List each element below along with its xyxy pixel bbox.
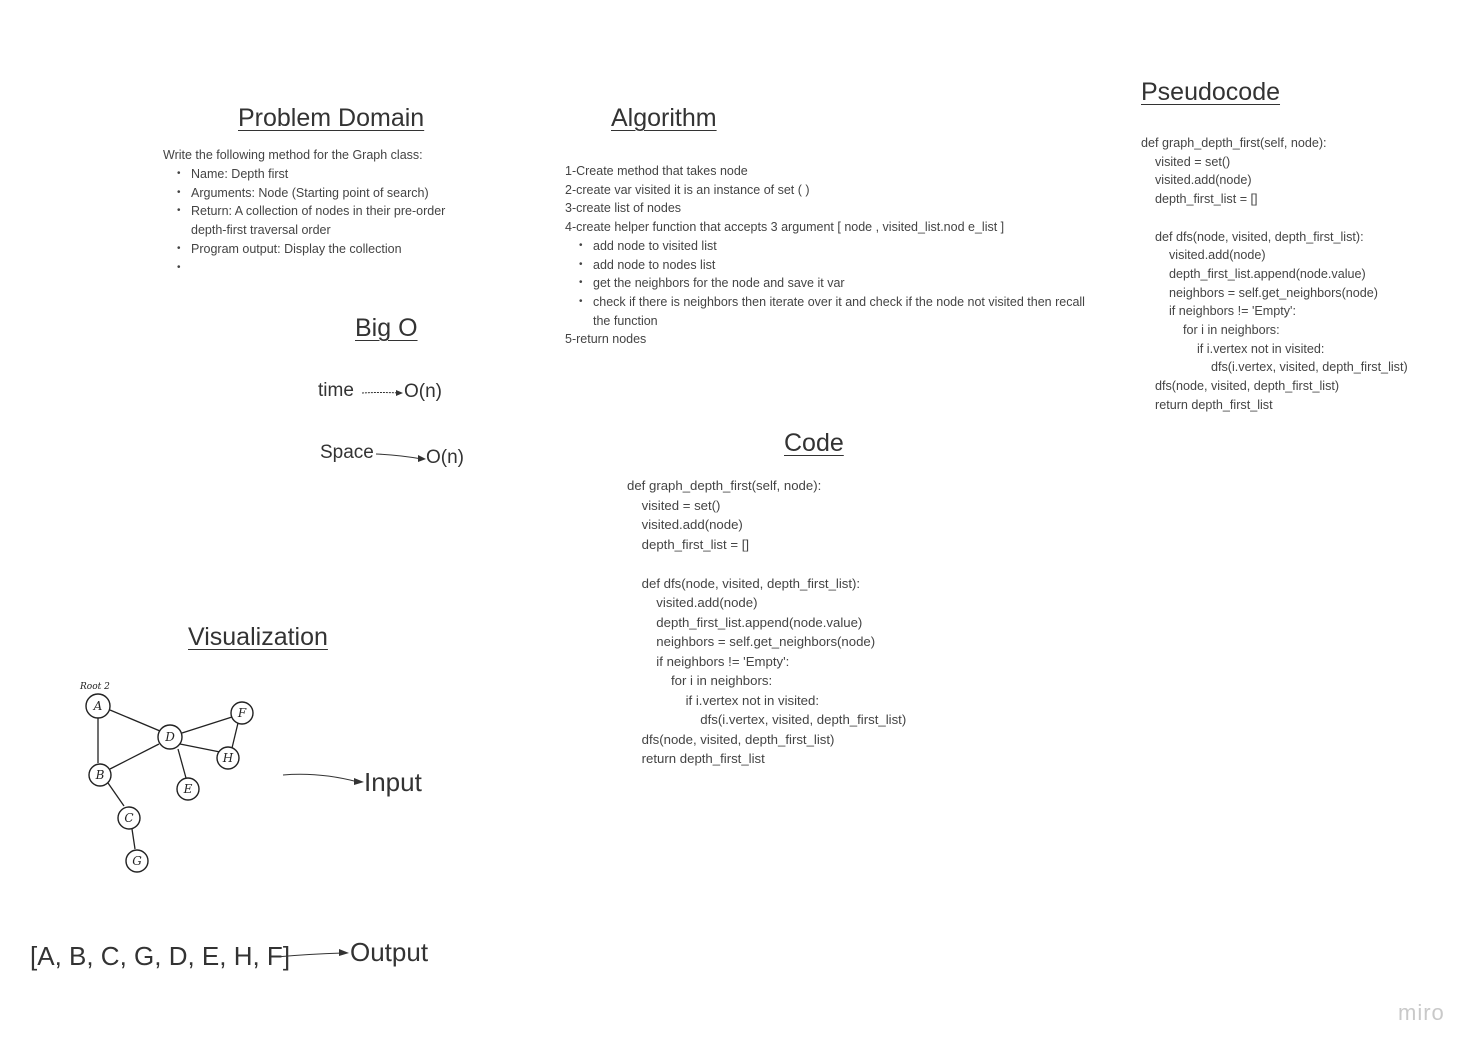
input-label: Input <box>364 767 422 797</box>
problem-domain-intro: Write the following method for the Graph class: <box>163 148 423 162</box>
problem-domain-item <box>163 259 503 278</box>
output-arrow <box>273 944 353 964</box>
node-d-label: D <box>165 730 175 744</box>
algorithm-step: 4-create helper function that accepts 3 argument [ node , visited_list.nod e_list ] <box>565 220 1005 235</box>
edge-f-h <box>232 723 238 748</box>
time-arrow <box>360 386 406 400</box>
input-arrow <box>280 768 368 792</box>
miro-watermark: miro <box>1398 1000 1445 1025</box>
algorithm-bullet: • check if there is neighbors then iterate over it and check if the node not visited then recall the function <box>565 293 1085 330</box>
node-h-label: H <box>222 751 234 765</box>
space-label: Space <box>320 442 374 463</box>
problem-domain-item: • Return: A collection of nodes in their pre-order depth-first traversal order <box>163 202 481 240</box>
edge-d-e <box>178 749 186 778</box>
problem-domain-item: • Arguments: Node (Starting point of search) <box>163 184 503 203</box>
edge-b-d <box>110 744 159 769</box>
visualization-title: Visualization <box>188 623 328 651</box>
problem-domain-item: • Name: Depth first <box>163 165 503 184</box>
node-g-label: G <box>132 854 142 868</box>
problem-domain-title: Problem Domain <box>238 104 425 132</box>
big-o-title: Big O <box>355 314 418 342</box>
space-arrow <box>374 450 430 466</box>
node-c-label: C <box>124 811 134 825</box>
edge-d-h <box>180 744 220 752</box>
node-a-label: A <box>93 699 103 713</box>
edge-b-c <box>108 783 124 806</box>
node-b-label: B <box>95 768 105 782</box>
algorithm-body <box>565 162 1085 349</box>
algorithm-step: 3-create list of nodes <box>565 201 682 216</box>
edge-d-f <box>182 717 232 733</box>
pseudocode-title: Pseudocode <box>1141 78 1281 106</box>
output-list: [A, B, C, G, D, E, H, F] <box>30 941 291 971</box>
problem-domain-body <box>163 146 503 278</box>
pseudocode-block: def graph_depth_first(self, node): visited = set() visited.add(node) depth_first_list = [] def dfs(node, visited, depth_first_list): visited.add(node) depth_first_list.append(node.value) neighbors = self.get_neighbors(node) if neighbors != 'Empty': for i in neighbors: if i.vertex not in visited: dfs(i.vertex, visited, depth_first_list) dfs(node, visited, depth_first_list) return depth_first_list <box>1141 136 1408 412</box>
algorithm-bullet: • add node to visited list <box>565 237 1085 256</box>
time-label: time <box>318 380 354 401</box>
algorithm-step: 1-Create method that takes node <box>565 164 748 178</box>
problem-domain-item: • Program output: Display the collection <box>163 240 503 259</box>
edge-a-d <box>110 710 160 731</box>
node-e-label: E <box>183 782 193 796</box>
node-f-label: F <box>237 706 247 720</box>
time-complexity: O(n) <box>404 381 442 402</box>
output-label: Output <box>350 937 429 967</box>
graph-diagram <box>60 670 280 885</box>
algorithm-step: 2-create var visited it is an instance of set ( ) <box>565 182 810 197</box>
code-title: Code <box>784 429 844 457</box>
edge-c-g <box>132 829 135 849</box>
algorithm-step: 5-return nodes <box>565 332 647 347</box>
code-block: def graph_depth_first(self, node): visited = set() visited.add(node) depth_first_list = [] def dfs(node, visited, depth_first_list): visited.add(node) depth_first_list.append(node.value) neighbors = self.get_neighbors(node) if neighbors != 'Empty': for i in neighbors: if i.vertex not in visited: dfs(i.vertex, visited, depth_first_list) dfs(node, visited, depth_first_list) return depth_first_list <box>627 478 907 766</box>
space-complexity: O(n) <box>426 447 464 468</box>
algorithm-bullet: • add node to nodes list <box>565 256 1085 275</box>
algorithm-bullet: • get the neighbors for the node and save it var <box>565 274 1085 293</box>
algorithm-title: Algorithm <box>611 104 717 132</box>
root-note: Root 2 <box>80 682 110 692</box>
